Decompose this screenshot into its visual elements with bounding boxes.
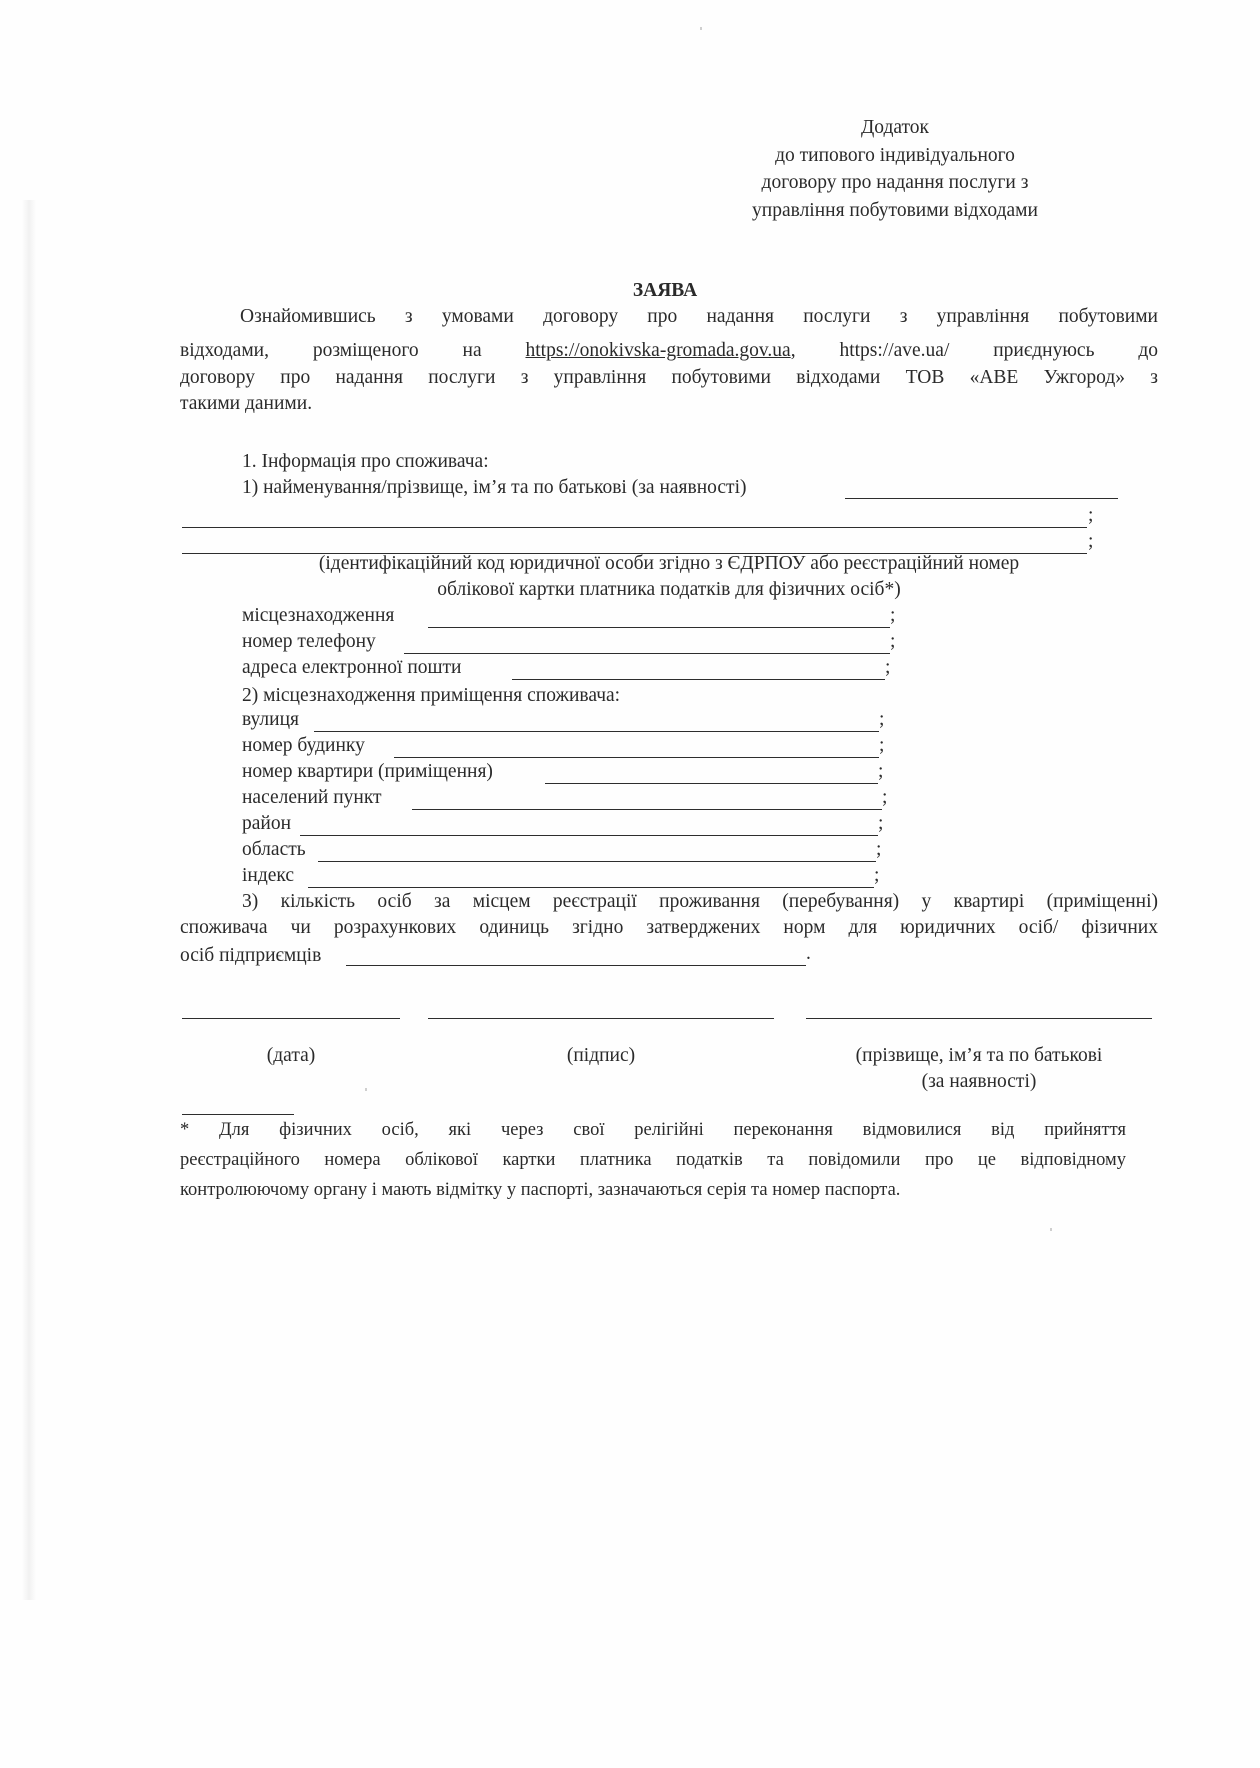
id-code-caption-1: (ідентифікаційний код юридичної особи згідно з ЄДРПОУ або реєстраційний номер [318, 553, 1020, 574]
footnote-separator [182, 1114, 294, 1115]
intro-text: відходами, розміщеного на [180, 340, 482, 361]
semicolon: ; [878, 813, 884, 834]
ave-link[interactable]: https://ave.ua/ [839, 340, 950, 361]
district-input-line[interactable] [300, 835, 878, 836]
semicolon: ; [874, 865, 880, 886]
district-field [242, 813, 291, 839]
id-code-caption-2: облікової картки платника податків для фізичних осіб*) [437, 579, 901, 600]
semicolon: ; [1088, 505, 1094, 526]
appendix-line: до типового індивідуального [775, 144, 1015, 166]
field-label: номер телефону [242, 631, 376, 652]
document-title: ЗАЯВА [632, 280, 698, 301]
location-input-line[interactable] [428, 627, 890, 628]
field-label: область [242, 839, 306, 860]
residents-count-line-1: 3) кількість осіб за місцем реєстрації проживання (перебування) у квартирі (приміщенні) [242, 891, 1158, 912]
phone-field [242, 631, 376, 657]
footnote-line-1: * Для фізичних осіб, які через свої релігійні переконання відмовилися від прийняття [180, 1120, 1126, 1140]
semicolon: ; [879, 709, 885, 730]
postal-code-field [242, 865, 294, 891]
region-input-line[interactable] [318, 861, 876, 862]
postal-code-input-line[interactable] [308, 887, 874, 888]
field-label: адреса електронної пошти [242, 657, 462, 678]
street-input-line[interactable] [314, 731, 879, 732]
field-label: номер будинку [242, 735, 365, 756]
comma: , [790, 340, 796, 361]
scan-shadow [22, 200, 36, 1600]
signature-input-line[interactable] [428, 1018, 774, 1019]
semicolon: ; [885, 657, 891, 678]
appendix-line: договору про надання послуги з [761, 172, 1029, 193]
full-name-caption-2: (за наявності) [921, 1071, 1037, 1092]
settlement-field [242, 787, 382, 813]
semicolon: ; [879, 735, 885, 756]
gromada-link[interactable]: https://onokivska-gromada.gov.ua [525, 340, 791, 361]
semicolon: ; [890, 605, 896, 626]
semicolon: ; [878, 761, 884, 782]
semicolon: ; [882, 787, 888, 808]
appendix-line: Додаток [860, 117, 930, 138]
email-field [242, 657, 461, 683]
period: . [806, 943, 811, 964]
intro-text: приєднуюсь до [993, 340, 1159, 361]
field-label: район [242, 813, 292, 834]
apartment-number-field [242, 761, 493, 787]
date-caption: (дата) [266, 1045, 316, 1066]
phone-input-line[interactable] [404, 653, 890, 654]
house-number-input-line[interactable] [394, 757, 879, 758]
intro-line-4: такими даними. [180, 393, 313, 414]
appendix-header [700, 114, 1090, 224]
email-input-line[interactable] [512, 679, 885, 680]
footnote-line-3: контролюючому органу і мають відмітку у паспорті, зазначаються серія та номер паспорта. [180, 1180, 901, 1200]
residents-count-input-line[interactable] [346, 965, 806, 966]
field-label: місцезнаходження [242, 605, 395, 626]
name-input-line[interactable] [845, 498, 1118, 499]
house-number-field [242, 735, 365, 761]
appendix-line: управління побутовими відходами [752, 199, 1038, 221]
full-name-input-line[interactable] [806, 1018, 1152, 1019]
semicolon: ; [1088, 531, 1094, 552]
full-name-caption-1: (прізвище, ім’я та по батькові [855, 1045, 1103, 1066]
street-field [242, 709, 299, 735]
settlement-input-line[interactable] [412, 809, 882, 810]
intro-line-1: Ознайомившись з умовами договору про надання послуги з управління побутовими [240, 306, 1158, 327]
scan-speck [1050, 1228, 1052, 1231]
residents-count-label: осіб підприємців [180, 945, 322, 966]
scan-speck [700, 27, 702, 30]
residents-count-line-2: споживача чи розрахункових одиниць згідно затверджених норм для юридичних осіб/ фізичних [180, 917, 1158, 938]
section-1-heading: 1. Інформація про споживача: [242, 451, 489, 472]
field-label: номер квартири (приміщення) [242, 761, 493, 782]
name-label: 1) найменування/прізвище, ім’я та по батькові (за наявності) [242, 477, 747, 498]
apartment-number-input-line[interactable] [545, 783, 878, 784]
date-input-line[interactable] [182, 1018, 400, 1019]
name-input-line-2[interactable] [182, 527, 1087, 528]
footnote-line-2: реєстраційного номера облікової картки платника податків та повідомили про це відповідному [180, 1150, 1126, 1170]
semicolon: ; [876, 839, 882, 860]
intro-line-3: договору про надання послуги з управління побутовими відходами ТОВ «АВЕ Ужгород» з [180, 367, 1158, 388]
intro-line-2 [180, 340, 1158, 362]
scan-speck [365, 1088, 367, 1091]
field-label: вулиця [242, 709, 300, 730]
region-field [242, 839, 306, 865]
field-label: населений пункт [242, 787, 382, 808]
location-field [242, 605, 394, 631]
premises-heading: 2) місцезнаходження приміщення споживача: [242, 685, 621, 706]
signature-caption: (підпис) [566, 1045, 636, 1066]
field-label: індекс [242, 865, 295, 886]
semicolon: ; [890, 631, 896, 652]
